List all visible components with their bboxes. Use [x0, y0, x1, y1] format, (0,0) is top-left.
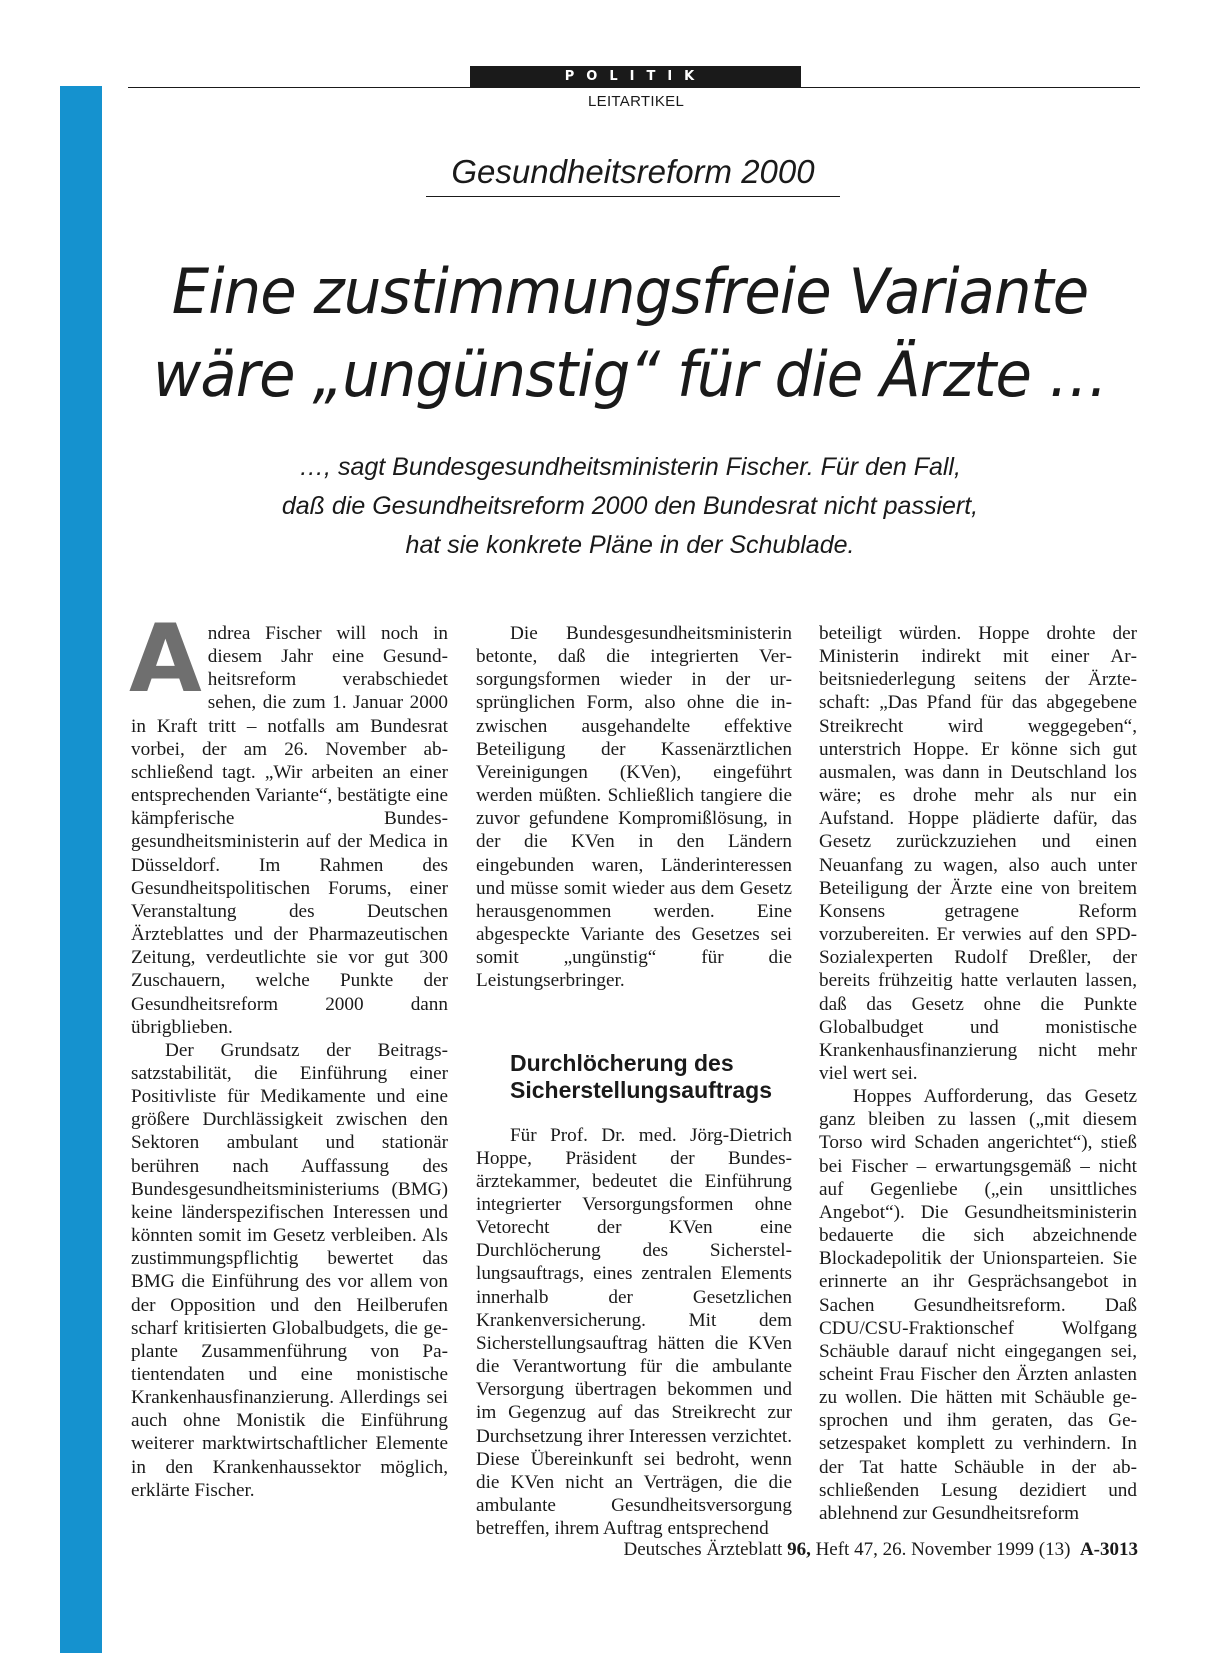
headline-line-1: Eine zustimmungsfreie Variante: [171, 255, 1089, 328]
paragraph: [129, 605, 448, 1039]
paragraph: Die Bundesgesundheitsministerin betonte, daß die integrierten Versorgungsformen wieder in der ursprünglichen Form, also ohne die inzwischen ausgehandelte effektive Beteiligung der Kassenärztlichen Vereinigungen (KVen), eingeführt werden müßten. Schließlich tangiere die zuvor gefundene Kompromißlösung, in der die KVen in den Ländern eingebunden waren, Länderinteressen und müsse somit wieder aus dem Gesetz herausgenommen werden. Eine abgespeckte Variante des Gesetzes sei somit „ungünstig“ für die Leistungserbringer.: [476, 623, 792, 992]
paragraph: Hoppes Aufforderung, das Gesetz ganz bleiben zu lassen („mit diesem Torso wird Schaden angerichtet“), stieß bei Fischer – erwartungsgemäß – nicht auf Gegenliebe („ein unsittliches Angebot“). Die Gesundheitsministerin bedauerte die sich abzeichnende Blockadepolitik der Unionsparteien. Sie erinnerte an ihr Gesprächsangebot in Sachen Gesundheitsreform. Daß CDU/CSU-Fraktionschef Wolfgang Schäuble darauf nicht eingegangen sei, scheint Frau Fischer den Ärzten anlasten zu wollen. Die hätten mit Schäuble gesprochen und ihm geraten, das Gesetzespaket komplett zu verhindern. In der Tat hatte Schäuble in der abschließenden Lesung dezidiert und ablehnend zur Gesundheitsreform: [819, 1086, 1137, 1524]
article-deck: [190, 448, 1070, 565]
footer-issue: Heft 47, 26. November 1999 (13): [815, 1539, 1071, 1560]
text-column-2: [476, 622, 792, 1540]
deck-line-2: daß die Gesundheitsreform 2000 den Bundesrat nicht passiert,: [281, 492, 979, 520]
article-headline: [133, 250, 1126, 416]
footer-journal: Deutsches Ärzteblatt: [623, 1539, 783, 1560]
subheading-line-2: Sicherstellungsauftrags: [510, 1076, 773, 1103]
text-column-1: [129, 605, 448, 1502]
footer-page-number: A-3013: [1079, 1539, 1138, 1560]
page-footer: [624, 1539, 1138, 1561]
section-subheading: [510, 1050, 792, 1104]
paragraph: Der Grundsatz der Beitragssatzstabilität, die Einführung einer Positivliste für Medikamente und eine größere Durchlässigkeit zwischen den Sektoren ambulant und stationär berühren nach Auffassung des Bundesgesundheitsministeriums (BMG) keine länderspezifischen Interessen und könnten somit im Gesetz verbleiben. Als zustimmungspflichtig bewertet das BMG die Einführung des vor allem von der Opposition und den Heilberufen scharf kritisierten Globalbudgets, die geplante Zusammenführung von Patientendaten und eine monistische Krankenhausfinanzierung. Allerdings sei auch ohne Monistik die Einführung weiterer marktwirtschaftlicher Elemente in den Krankenhaussektor möglich, erklärte Fischer.: [131, 1039, 448, 1501]
subsection-label: LEITARTIKEL: [588, 93, 685, 110]
paragraph: beteiligt würden. Hoppe drohte der Ministerin indirekt mit einer Arbeitsniederlegung seitens der Ärzteschaft: „Das Pfand für das abgegebene Streikrecht wird weggegeben“, unterstrich Hoppe. Er könne sich gut ausmalen, was dann in Deutschland los wäre; es drohe mehr als nur ein Aufstand. Hoppe plädierte dafür, das Gesetz zurückzuziehen und einen Neuanfang zu wagen, also auch unter Beteiligung der Ärzte eine von breitem Konsens getragene Reform vorzubereiten. Er verwies auf den SPD-Sozialexperten Rudolf Dreßler, der bereits frühzeitig hatte verlauten lassen, daß das Gesetz ohne die Punkte Globalbudget und monistische Krankenhausfinanzierung nicht mehr viel wert sei.: [819, 623, 1137, 1084]
headline-line-2: wäre „ungünstig“ für die Ärzte …: [152, 338, 1108, 411]
subheading-line-1: Durchlöcherung des: [510, 1049, 734, 1076]
section-label: POLITIK: [470, 66, 801, 87]
deck-line-3: hat sie konkrete Pläne in der Schublade.: [405, 531, 855, 559]
deck-line-1: …, sagt Bundesgesundheitsministerin Fischer. Für den Fall,: [299, 453, 961, 481]
footer-volume: 96,: [787, 1539, 811, 1560]
header-rule: [128, 87, 1140, 88]
paragraph-text: ndrea Fischer will noch in diesem Jahr eine Gesundheitsreform verabschiedet sehen, die zum 1. Januar 2000 in Kraft tritt – notfalls am Bundesrat vorbei, der am 26. November abschließend tagt. „Wir arbeiten an einer entsprechenden Variante“, bestätigte eine kämpferische Bundesgesundheitsministerin auf der Medica in Düsseldorf. Im Rahmen des Gesundheitspolitischen Forums, einer Veranstaltung des Deutschen Ärzteblattes und der Pharmazeutischen Zeitung, verdeutlichte sie vor gut 300 Zuschauern, welche Punkte der Gesundheitsreform 2000 dann übrigblieben.: [131, 623, 448, 1038]
paragraph: Für Prof. Dr. med. Jörg-Dietrich Hoppe, Präsident der Bundesärztekammer, bedeutet die Einführung integrierter Versorgungsformen ohne Vetorecht der KVen eine Durchlöcherung des Sicherstellungsauftrags, eines zentralen Elements innerhalb der Gesetzlichen Krankenversicherung. Mit dem Sicherstellungsauftrag hätten die KVen die Verantwortung für die ambulante Versorgung übertragen bekommen und im Gegenzug auf das Streikrecht zur Durchsetzung ihrer Interessen verzichtet. Diese Übereinkunft sei bedroht, wenn die KVen nicht an Verträgen, die die ambulante Gesundheitsversorgung betreffen, ihrem Auftrag entsprechend: [476, 1124, 792, 1540]
drop-cap: A: [129, 605, 202, 714]
text-column-3: [819, 622, 1137, 1525]
blue-accent-bar: [60, 86, 102, 1653]
article-kicker: Gesundheitsreform 2000: [426, 152, 840, 197]
